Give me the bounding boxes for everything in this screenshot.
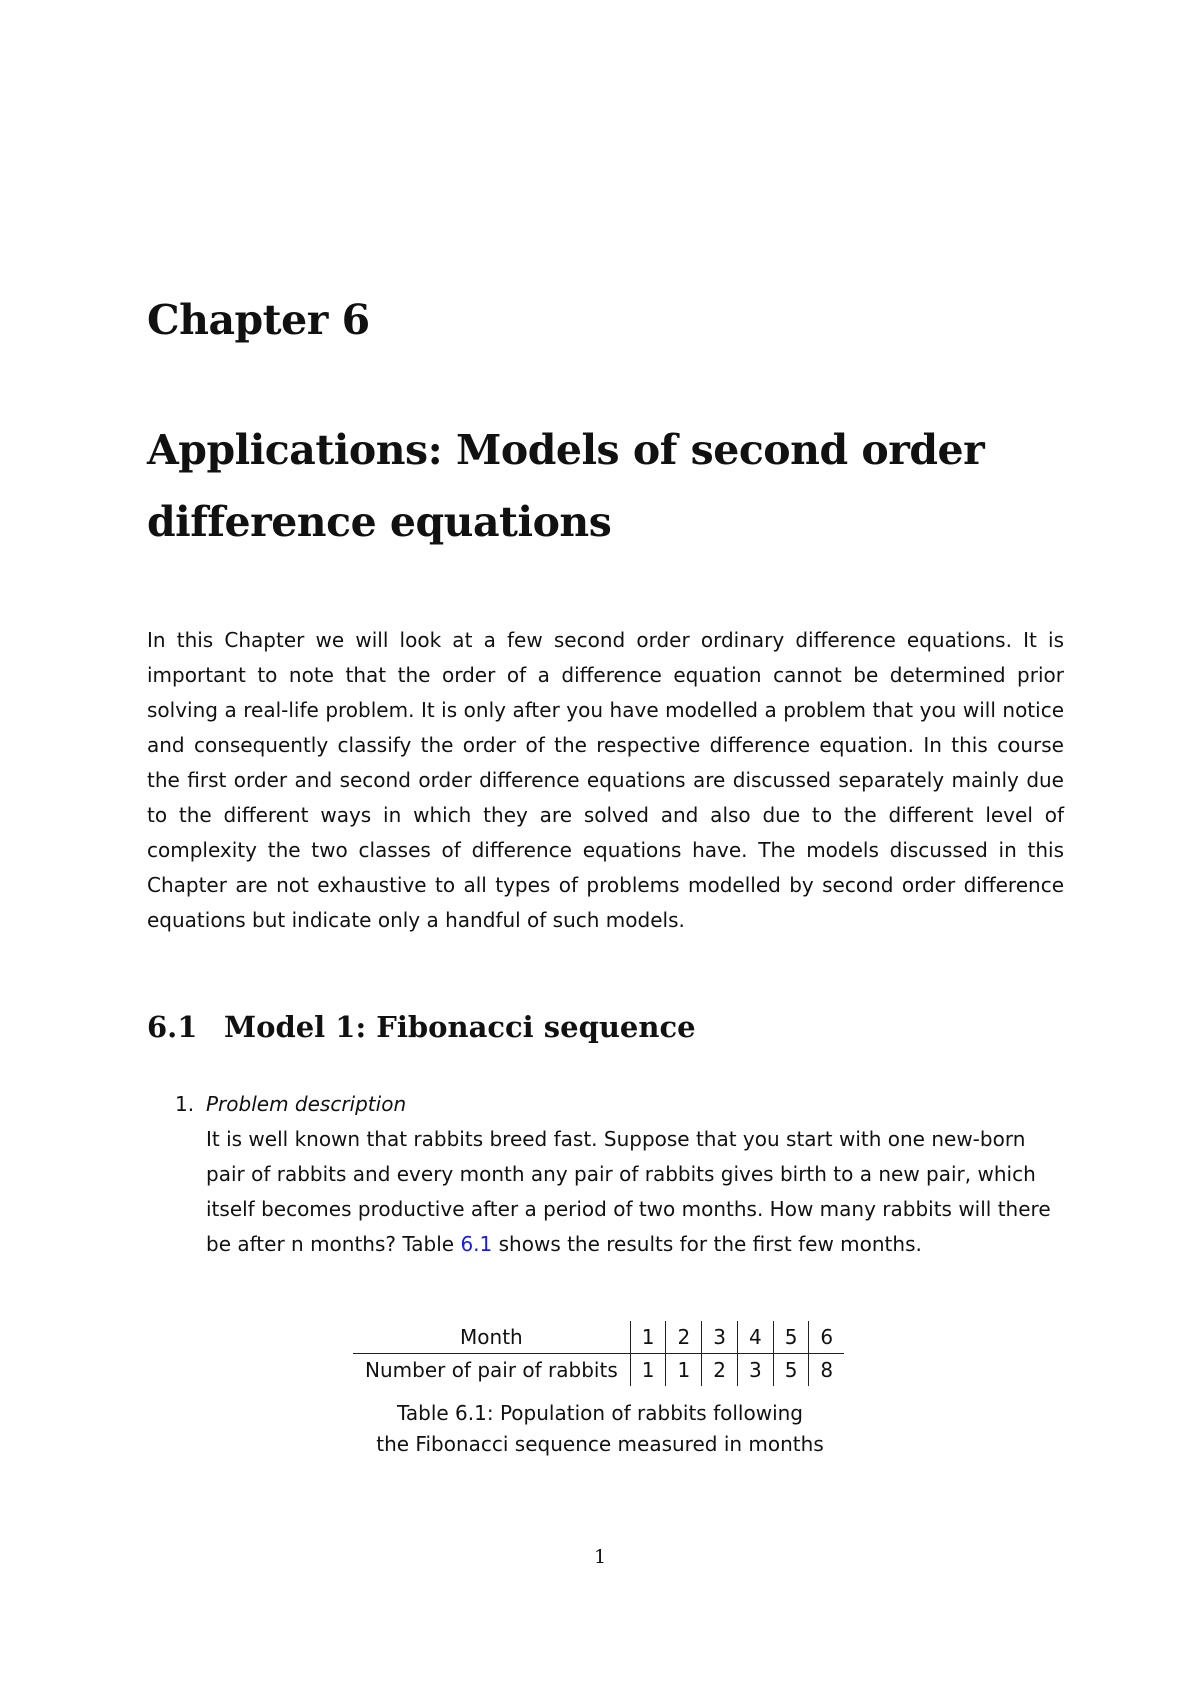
caption-line-1: Table 6.1: Population of rabbits following	[396, 1401, 803, 1425]
table-cell: 2	[666, 1321, 702, 1354]
table-cell: 1	[666, 1354, 702, 1387]
intro-paragraph: In this Chapter we will look at a few second order ordinary difference equations. It is important to note that the order of a difference equation cannot be determined prior solving a real-life problem. It is only after you have modelled a problem that you will notice and consequently classify the order of the respective difference equation. In this course the first order and second order difference equations are discussed separately mainly due to the different ways in which they are solved and also due to the different level of complexity the two classes of difference equations have. The models discussed in this Chapter are not exhaustive to all types of problems modelled by second order difference equations but indicate only a handful of such models.	[147, 628, 1064, 932]
table-row-month	[353, 1321, 844, 1354]
table-cell: 4	[737, 1321, 773, 1354]
table-cell: 8	[809, 1354, 844, 1387]
table-cell: 3	[737, 1354, 773, 1387]
list-item-body	[206, 1087, 1064, 1262]
table-row-pairs	[353, 1354, 844, 1387]
table-row-label: Month	[353, 1321, 630, 1354]
section-title: Model 1: Fibonacci sequence	[224, 1010, 696, 1044]
list-marker: 1.	[175, 1092, 195, 1116]
table-cell: 5	[773, 1321, 809, 1354]
section-number: 6.1	[147, 1010, 198, 1044]
section-heading	[147, 1010, 696, 1045]
table-caption	[300, 1398, 900, 1460]
table-row-label: Number of pair of rabbits	[365, 1358, 618, 1382]
table-cell: 5	[773, 1354, 809, 1387]
table-cell: 1	[630, 1354, 666, 1387]
table-cell: 2	[702, 1354, 738, 1387]
table-cell: 6	[809, 1321, 844, 1354]
caption-line-2: the Fibonacci sequence measured in months	[376, 1432, 824, 1456]
table-cell: 1	[630, 1321, 666, 1354]
problem-description-title: Problem description	[206, 1092, 407, 1116]
problem-text-before: It is well known that rabbits breed fast. Suppose that you start with one new-born pair of rabbits and every month any pair of rabbits gives birth to a new pair, which itself becomes productive after a period of two months. How many rabbits will there be after n months? Table	[206, 1127, 1051, 1256]
problem-description-text	[206, 1122, 1064, 1262]
chapter-title: Applications: Models of second order difference equations	[147, 426, 985, 546]
table-reference-link[interactable]: 6.1	[460, 1232, 493, 1256]
problem-text-after: shows the results for the first few months.	[492, 1232, 922, 1256]
table-cell: 3	[702, 1321, 738, 1354]
chapter-label: Chapter 6	[147, 296, 370, 344]
fibonacci-table	[353, 1321, 844, 1386]
page-number: 1	[593, 1546, 607, 1568]
